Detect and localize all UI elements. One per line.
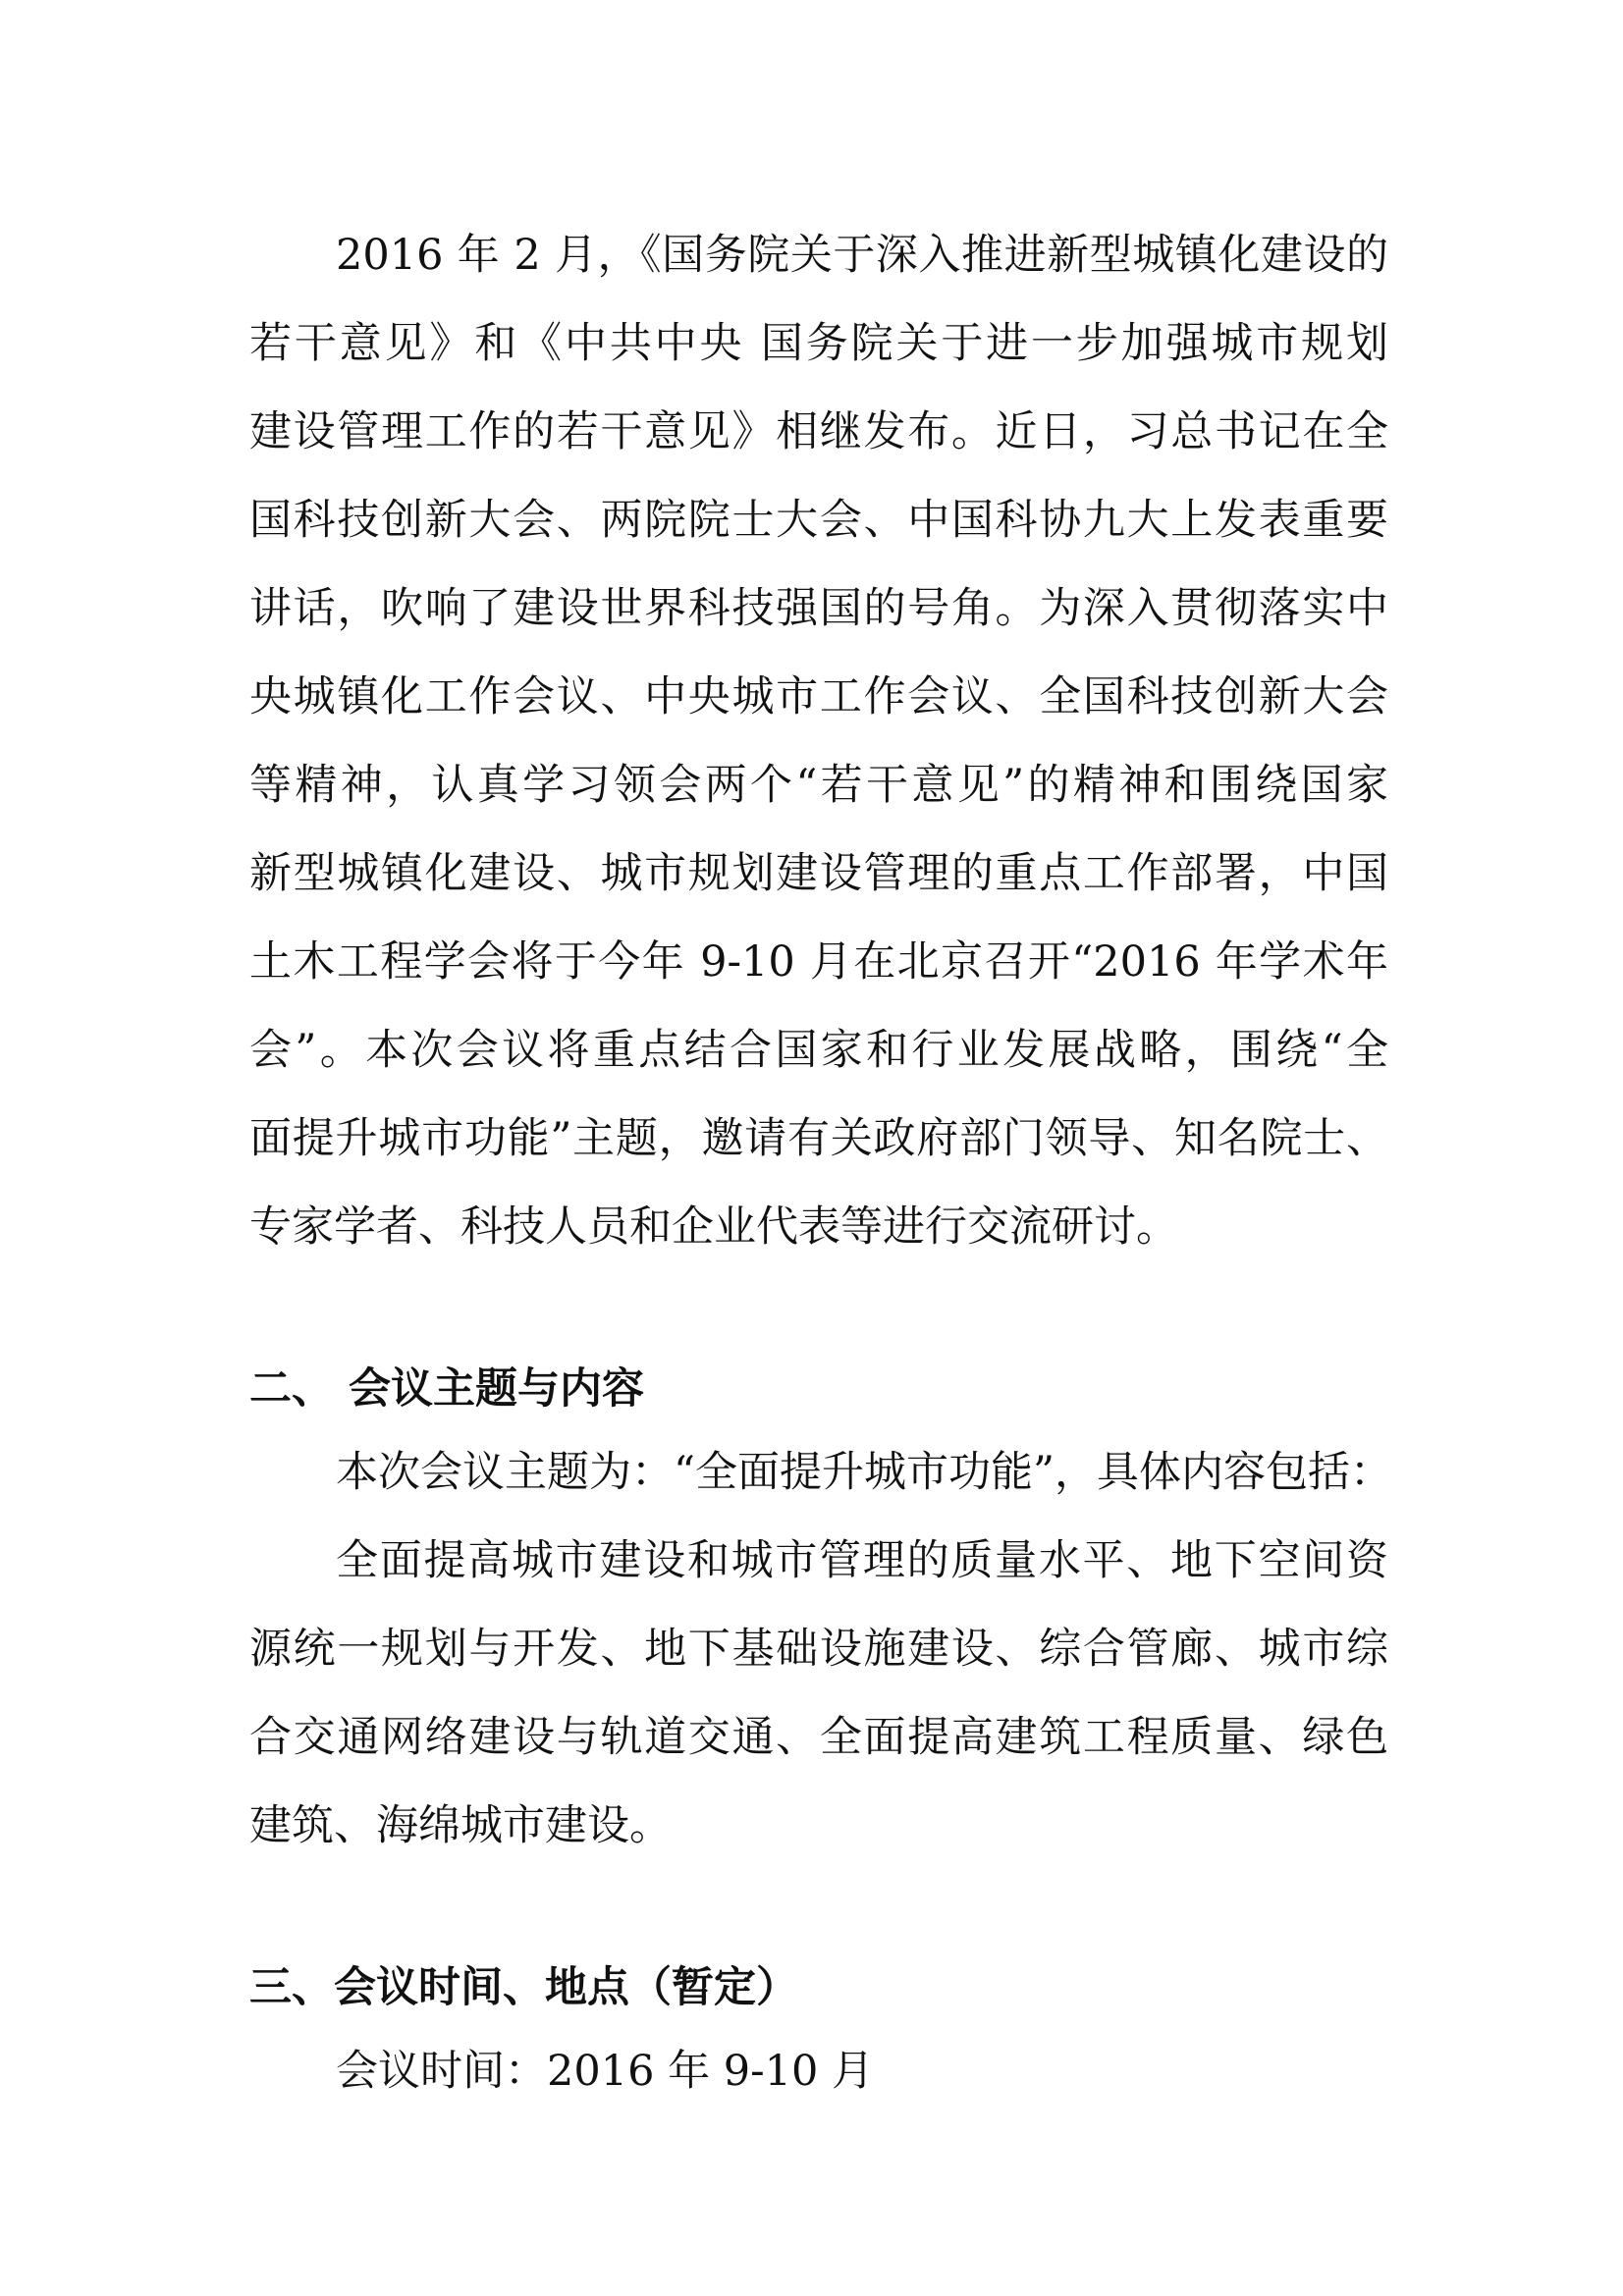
document-body [249, 211, 1392, 2115]
section-3 [249, 1949, 1388, 2115]
section-2 [249, 1350, 1392, 1870]
section-2-theme-line: 本次会议主题为：“全面提升城市功能”，具体内容包括： [336, 1448, 1392, 1497]
intro-line: 国科技创新大会、两院院士大会、中国科协九大上发表重要 [249, 496, 1388, 545]
intro-line: 讲话，吹响了建设世界科技强国的号角。为深入贯彻落实中 [249, 584, 1388, 633]
intro-line: 土木工程学会将于今年 9-10 月在北京召开“2016 年学术年 [249, 937, 1388, 987]
section-3-heading: 三、会议时间、地点（暂定） [249, 1963, 798, 2012]
section-2-content-line: 合交通网络建设与轨道交通、全面提高建筑工程质量、绿色 [249, 1713, 1388, 1762]
intro-line: 若干意见》和《中共中央 国务院关于进一步加强城市规划 [249, 319, 1388, 368]
section-3-time-line: 会议时间：2016 年 9-10 月 [336, 2047, 875, 2096]
intro-line: 2016 年 2 月，《国务院关于深入推进新型城镇化建设的 [336, 231, 1388, 280]
section-spacer [249, 1271, 1388, 1350]
section-spacer [249, 1870, 1388, 1949]
intro-line: 等精神，认真学习领会两个“若干意见”的精神和围绕国家 [249, 761, 1388, 810]
intro-line: 会”。本次会议将重点结合国家和行业发展战略，围绕“全 [249, 1026, 1388, 1075]
section-2-heading: 二、 会议主题与内容 [249, 1364, 644, 1414]
section-2-content-line: 全面提高城市建设和城市管理的质量水平、地下空间资 [336, 1536, 1388, 1585]
section-2-content-line: 建筑、海绵城市建设。 [249, 1801, 672, 1850]
intro-line: 面提升城市功能”主题，邀请有关政府部门领导、知名院士、 [249, 1114, 1388, 1163]
intro-paragraph [249, 211, 1388, 1271]
intro-line: 建设管理工作的若干意见》相继发布。近日，习总书记在全 [249, 407, 1388, 456]
intro-line: 专家学者、科技人员和企业代表等进行交流研讨。 [249, 1202, 1178, 1252]
section-2-content-line: 源统一规划与开发、地下基础设施建设、综合管廊、城市综 [249, 1625, 1388, 1674]
intro-line: 新型城镇化建设、城市规划建设管理的重点工作部署，中国 [249, 849, 1388, 898]
intro-line: 央城镇化工作会议、中央城市工作会议、全国科技创新大会 [249, 672, 1388, 721]
